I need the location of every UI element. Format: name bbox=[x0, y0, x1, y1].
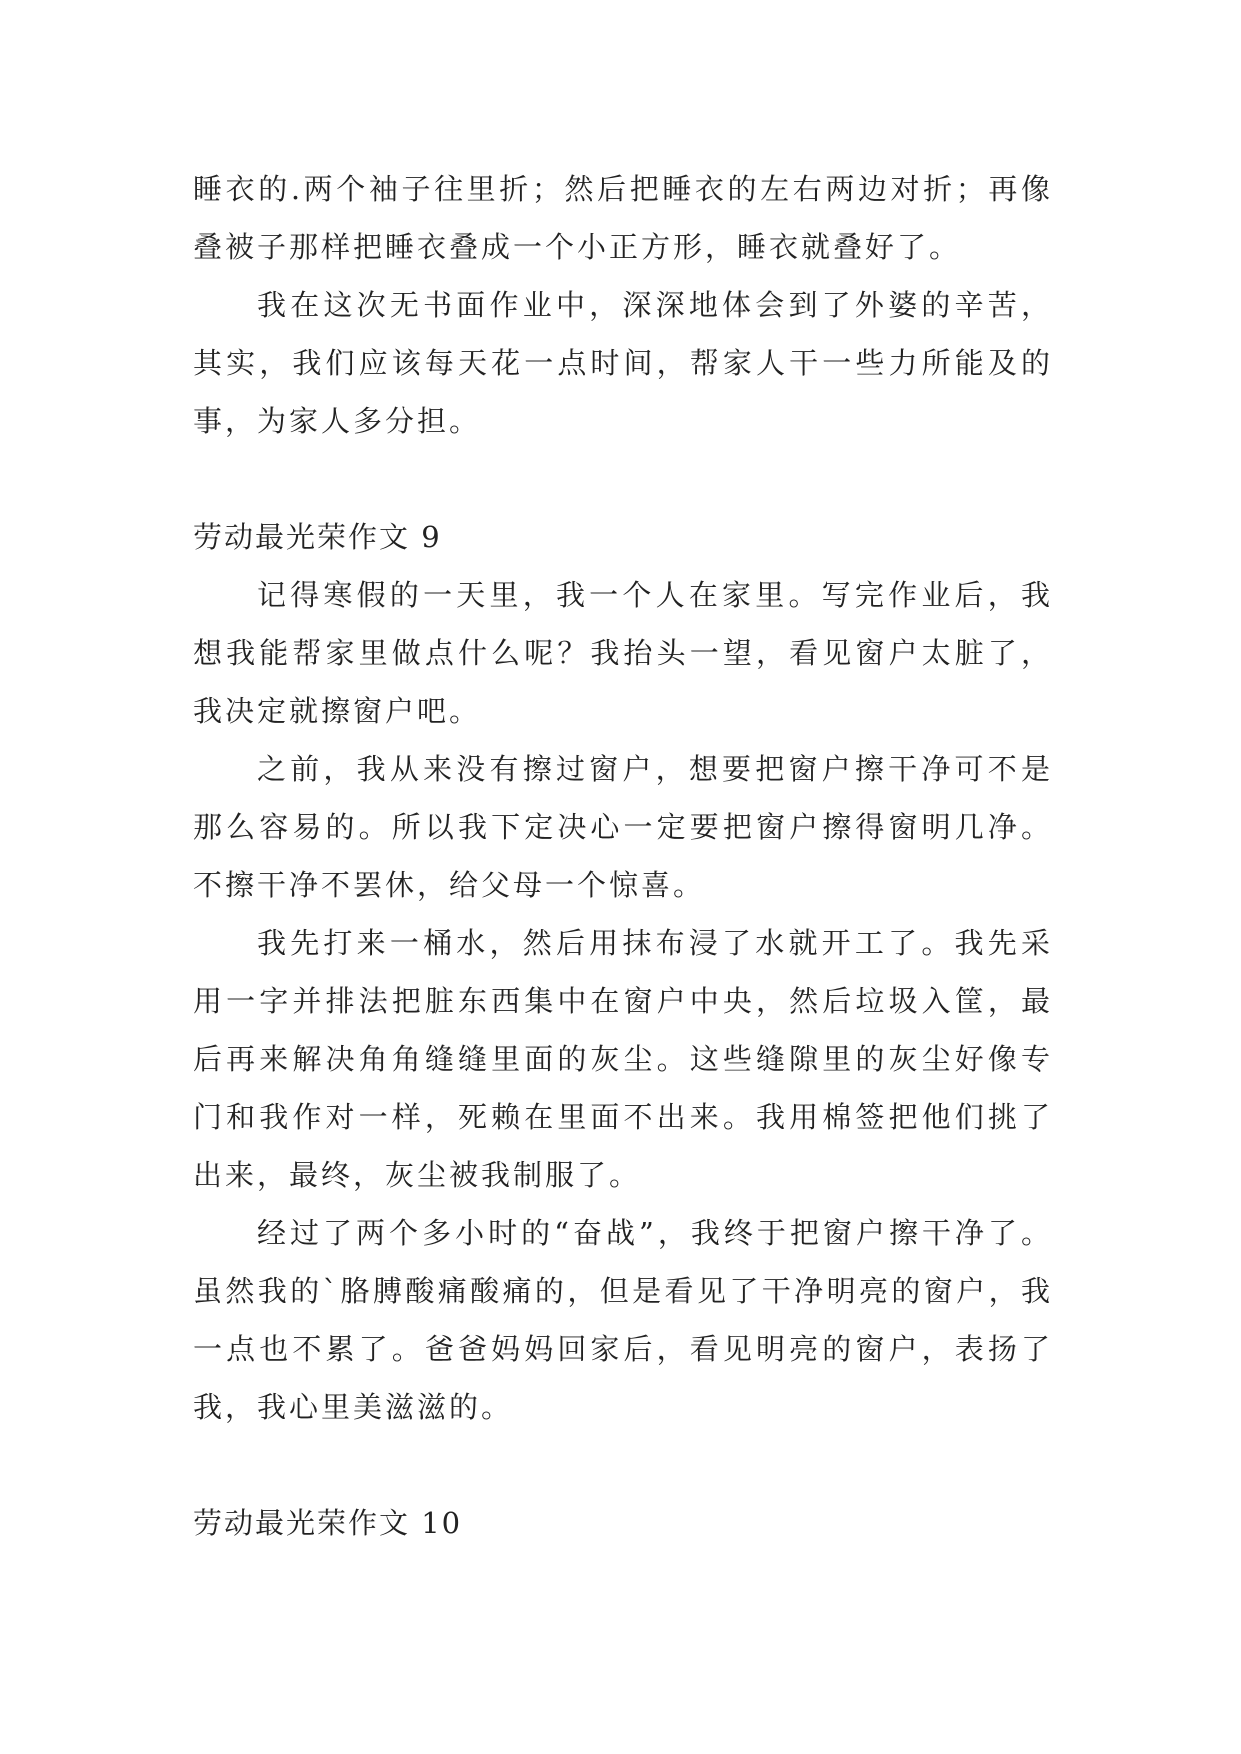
section-gap bbox=[193, 1436, 1053, 1494]
paragraph: 经过了两个多小时的“奋战”，我终于把窗户擦干净了。虽然我的`胳膊酸痛酸痛的，但是看见了干净明亮的窗户，我一点也不累了。爸爸妈妈回家后，看见明亮的窗户，表扬了我，我心里美滋滋的。 bbox=[193, 1216, 1053, 1424]
section-title-9: 劳动最光荣作文 9 bbox=[193, 520, 442, 554]
document-body bbox=[193, 160, 1053, 1552]
paragraph: 之前，我从来没有擦过窗户，想要把窗户擦干净可不是那么容易的。所以我下定决心一定要把窗户擦得窗明几净。不擦干净不罢休，给父母一个惊喜。 bbox=[193, 752, 1053, 902]
paragraph: 我先打来一桶水，然后用抹布浸了水就开工了。我先采用一字并排法把脏东西集中在窗户中央，然后垃圾入筐，最后再来解决角角缝缝里面的灰尘。这些缝隙里的灰尘好像专门和我作对一样，死赖在里面不出来。我用棉签把他们挑了出来，最终，灰尘被我制服了。 bbox=[193, 926, 1053, 1192]
paragraph: 记得寒假的一天里，我一个人在家里。写完作业后，我想我能帮家里做点什么呢？我抬头一望，看见窗户太脏了，我决定就擦窗户吧。 bbox=[193, 578, 1053, 728]
section-title-10: 劳动最光荣作文 10 bbox=[193, 1506, 463, 1540]
paragraph-continued: 睡衣的.两个袖子往里折；然后把睡衣的左右两边对折；再像叠被子那样把睡衣叠成一个小正方形，睡衣就叠好了。 bbox=[193, 172, 1053, 264]
paragraph-reflection: 我在这次无书面作业中，深深地体会到了外婆的辛苦，其实，我们应该每天花一点时间，帮家人干一些力所能及的事，为家人多分担。 bbox=[193, 288, 1053, 438]
section-gap bbox=[193, 450, 1053, 508]
